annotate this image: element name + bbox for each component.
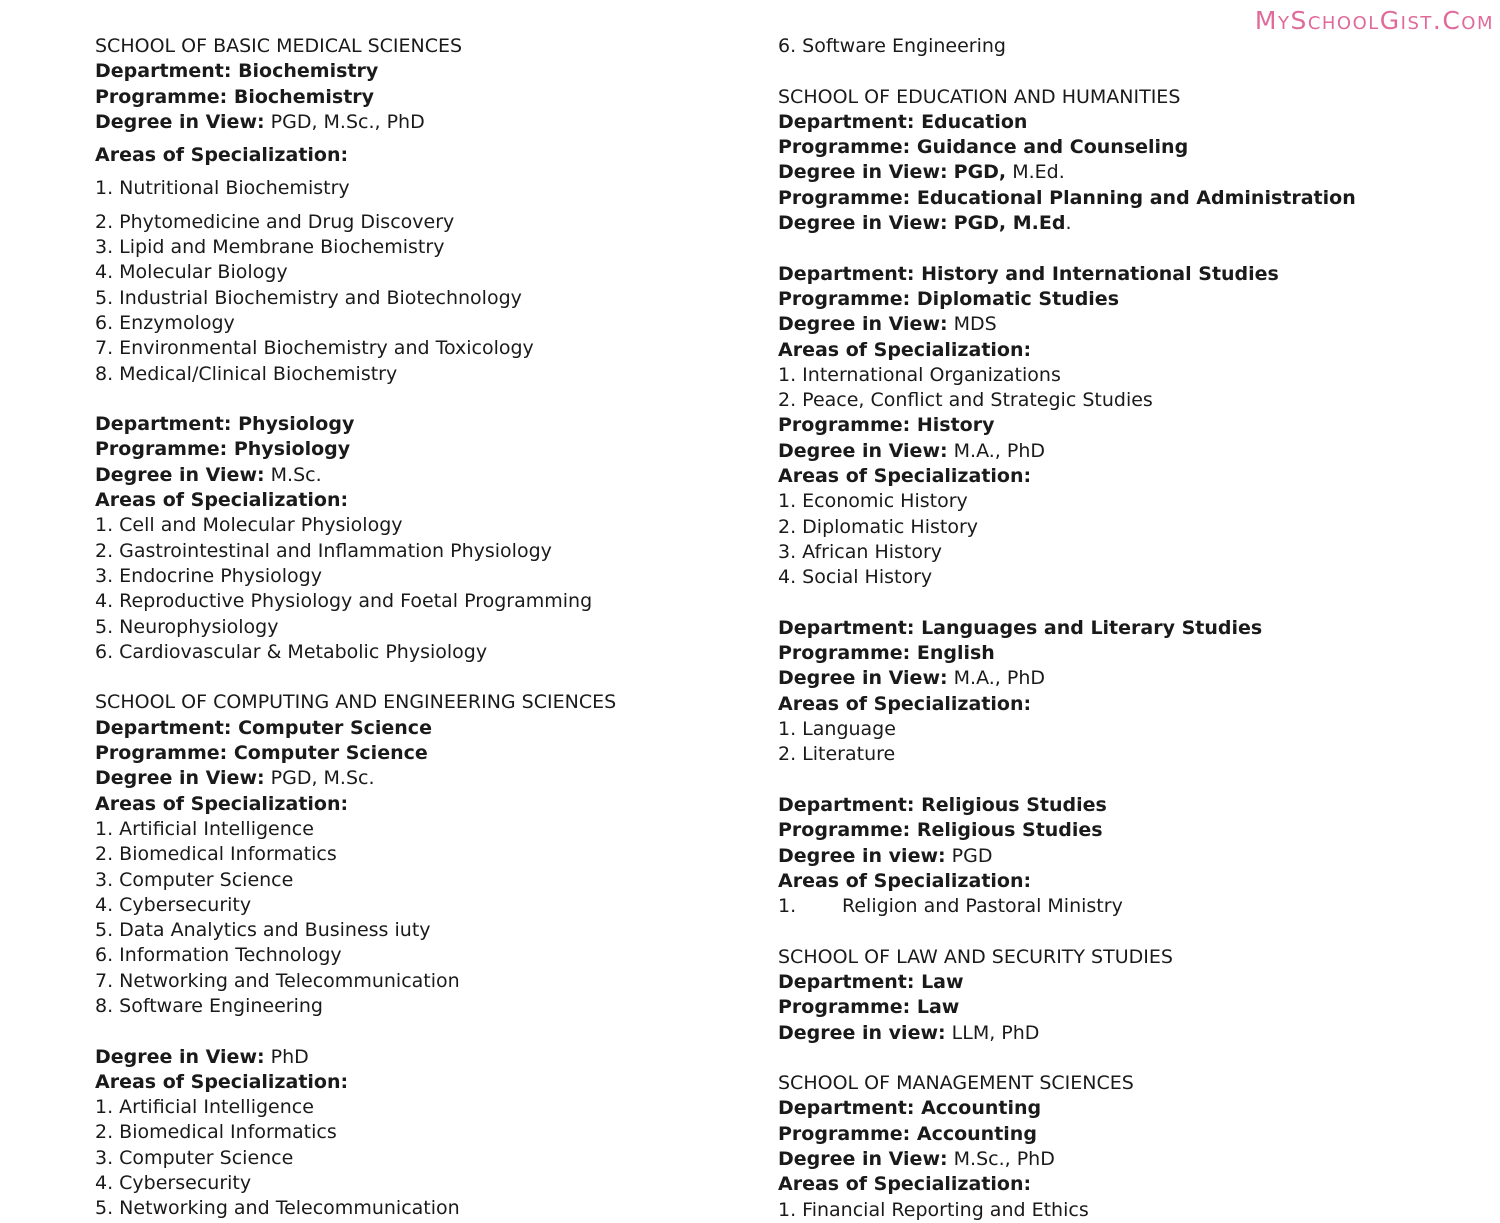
list-item: 2. Phytomedicine and Drug Discovery [95,210,455,233]
department-line: Department: Accounting [778,1097,1042,1120]
degree-line: Degree in View: MDS [778,313,997,336]
list-item: 3. Computer Science [95,868,294,891]
list-item: 2. Gastrointestinal and Inflammation Physiology [95,539,552,562]
programme-line: Programme: Biochemistry [95,85,375,108]
list-item: 6. Enzymology [95,311,235,334]
list-item: 4. Social History [778,566,933,589]
programme-line: Programme: Diplomatic Studies [778,287,1120,310]
list-item: 3. African History [778,540,943,563]
degree-line: Degree in View: PGD, M.Ed. [778,161,1065,184]
list-item: 4. Cybersecurity [95,893,252,916]
degree-line: Degree in View: M.Sc. [95,463,322,486]
areas-heading: Areas of Specialization: [95,1070,349,1093]
list-item: 1. Artificial Intelligence [95,817,314,840]
list-item: 2. Biomedical Informatics [95,843,337,866]
list-item: 3. Endocrine Physiology [95,564,322,587]
school-heading: SCHOOL OF COMPUTING AND ENGINEERING SCIENCES [95,691,617,714]
list-item: 2. Diplomatic History [778,515,979,538]
areas-heading: Areas of Specialization: [778,692,1032,715]
list-item: 8. Medical/Clinical Biochemistry [95,362,398,385]
school-heading: SCHOOL OF LAW AND SECURITY STUDIES [778,945,1173,968]
areas-heading: Areas of Specialization: [778,869,1032,892]
right-column [778,34,1418,1223]
programme-line: Programme: History [778,414,995,437]
degree-line: Degree in View: M.Sc., PhD [778,1148,1055,1171]
list-item: 4. Cybersecurity [95,1172,252,1195]
programme-line: Programme: Religious Studies [778,819,1103,842]
areas-heading: Areas of Specialization: [95,792,349,815]
list-item: 1. Cell and Molecular Physiology [95,514,403,537]
department-line: Department: Education [778,110,1028,133]
list-item: 5. Industrial Biochemistry and Biotechnology [95,286,522,309]
list-item: 1. Financial Reporting and Ethics [778,1198,1089,1221]
department-line: Department: Biochemistry [95,60,379,83]
list-item: 5. Data Analytics and Business iuty [95,919,431,942]
list-item: 3. Computer Science [95,1146,294,1169]
list-item: 6. Cardiovascular & Metabolic Physiology [95,640,488,663]
department-line: Department: Religious Studies [778,793,1107,816]
list-item: 1. Artificial Intelligence [95,1096,314,1119]
list-item: 1. Nutritional Biochemistry [95,177,350,200]
list-item: 1. Religion and Pastoral Ministry [778,895,1123,918]
list-item: 2. Literature [778,743,896,766]
department-line: Department: Computer Science [95,716,432,739]
list-item: 4. Molecular Biology [95,261,288,284]
degree-line: Degree in View: PGD, M.Ed. [778,212,1072,235]
programme-line: Programme: Law [778,996,960,1019]
areas-heading: Areas of Specialization: [778,338,1032,361]
list-item: 1. Economic History [778,490,968,513]
programme-line: Programme: Guidance and Counseling [778,136,1189,159]
list-item: 7. Environmental Biochemistry and Toxicology [95,337,534,360]
school-heading: SCHOOL OF BASIC MEDICAL SCIENCES [95,35,463,57]
list-item: 6. Information Technology [95,944,342,967]
degree-line: Degree in view: PGD [778,844,993,867]
areas-heading: Areas of Specialization: [778,465,1032,488]
programme-line: Programme: Computer Science [95,742,428,765]
list-item: 5. Neurophysiology [95,615,279,638]
degree-line: Degree in View: PhD [95,1045,309,1068]
left-column [95,34,735,1222]
programme-line: Programme: Educational Planning and Administration [778,186,1356,209]
department-line: Department: Law [778,970,964,993]
list-item: 6. Software Engineering [778,35,1006,57]
list-item: 4. Reproductive Physiology and Foetal Programming [95,590,593,613]
department-line: Department: Languages and Literary Studies [778,616,1263,639]
list-item: 2. Biomedical Informatics [95,1121,337,1144]
department-line: Department: Physiology [95,413,355,436]
list-item: 1. Language [778,718,896,741]
degree-line: Degree in View: M.A., PhD [778,439,1045,462]
site-watermark: MySchoolGist.Com [1254,6,1494,35]
programme-line: Programme: Physiology [95,438,351,461]
list-item: 8. Software Engineering [95,994,323,1017]
areas-heading: Areas of Specialization: [95,144,349,167]
areas-heading: Areas of Specialization: [95,489,349,512]
programme-line: Programme: Accounting [778,1122,1037,1145]
degree-line: Degree in View: PGD, M.Sc. [95,767,375,790]
programme-line: Programme: English [778,642,995,665]
list-item: 7. Networking and Telecommunication [95,969,460,992]
school-heading: SCHOOL OF MANAGEMENT SCIENCES [778,1072,1134,1095]
school-heading: SCHOOL OF EDUCATION AND HUMANITIES [778,85,1181,108]
list-item: 3. Lipid and Membrane Biochemistry [95,236,445,259]
degree-line: Degree in view: LLM, PhD [778,1021,1040,1044]
list-item: 1. International Organizations [778,363,1061,386]
department-line: Department: History and International Studies [778,262,1279,285]
degree-line: Degree in View: M.A., PhD [778,667,1045,690]
list-item: 5. Networking and Telecommunication [95,1197,460,1220]
list-item: 2. Peace, Conflict and Strategic Studies [778,389,1153,412]
degree-line: Degree in View: PGD, M.Sc., PhD [95,110,425,133]
areas-heading: Areas of Specialization: [778,1173,1032,1196]
